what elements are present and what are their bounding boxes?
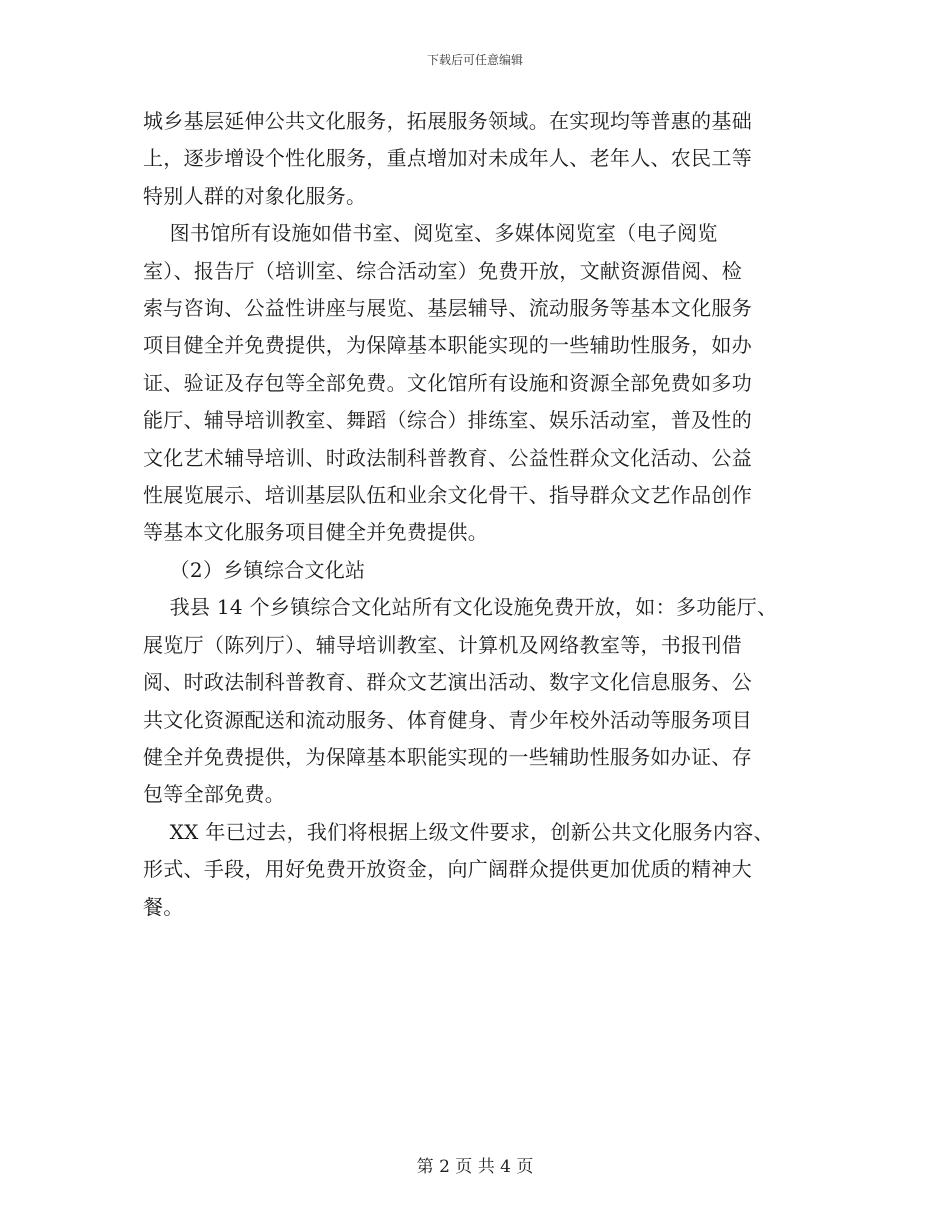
text-line: 证、验证及存包等全部免费。文化馆所有设施和资源全部免费如多功 <box>143 370 752 395</box>
text-line: 上，逐步增设个性化服务，重点增加对未成年人、老年人、农民工等 <box>143 146 752 171</box>
text-line: 等基本文化服务项目健全并免费提供。 <box>143 520 489 545</box>
text-line: 特别人群的对象化服务。 <box>143 183 367 208</box>
text-line: XX 年已过去，我们将根据上级文件要求，创新公共文化服务内容、 <box>143 819 774 844</box>
text-line: 室）、报告厅（培训室、综合活动室）免费开放，文献资源借阅、检 <box>143 258 742 283</box>
text-line: 共文化资源配送和流动服务、体育健身、青少年校外活动等服务项目 <box>143 707 752 732</box>
text-line: 健全并免费提供，为保障基本职能实现的一些辅助性服务如办证、存 <box>143 744 752 769</box>
text-line: 城乡基层延伸公共文化服务，拓展服务领域。在实现均等普惠的基础 <box>143 109 752 133</box>
page-header: 下载后可任意编辑 <box>426 53 523 67</box>
text-line: 展览厅（陈列厅）、辅导培训教室、计算机及网络教室等，书报刊借 <box>143 632 742 657</box>
text-line: 阅、时政法制科普教育、群众文艺演出活动、数字文化信息服务、公 <box>143 670 752 695</box>
text-line: 包等全部免费。 <box>143 782 286 807</box>
text-line: 形式、手段，用好免费开放资金，向广阔群众提供更加优质的精神大 <box>143 857 752 882</box>
text-line: 我县 14 个乡镇综合文化站所有文化设施免费开放，如：多功能厅、 <box>143 595 778 620</box>
text-line: 索与咨询、公益性讲座与展览、基层辅导、流动服务等基本文化服务 <box>143 296 752 321</box>
document-body <box>143 103 803 926</box>
text-line: 文化艺术辅导培训、时政法制科普教育、公益性群众文化活动、公益 <box>143 445 752 470</box>
text-line: 餐。 <box>143 894 184 919</box>
text-line: 性展览展示、培训基层队伍和业余文化骨干、指导群众文艺作品创作 <box>143 483 752 508</box>
section-heading: （2）乡镇综合文化站 <box>143 557 366 582</box>
text-line: 能厅、辅导培训教室、舞蹈（综合）排练室、娱乐活动室，普及性的 <box>143 408 752 433</box>
text-line: 项目健全并免费提供，为保障基本职能实现的一些辅助性服务，如办 <box>143 333 752 358</box>
page-number-footer: 第 2 页 共 4 页 <box>416 1157 534 1177</box>
text-line: 图书馆所有设施如借书室、阅览室、多媒体阅览室（电子阅览 <box>143 221 718 246</box>
